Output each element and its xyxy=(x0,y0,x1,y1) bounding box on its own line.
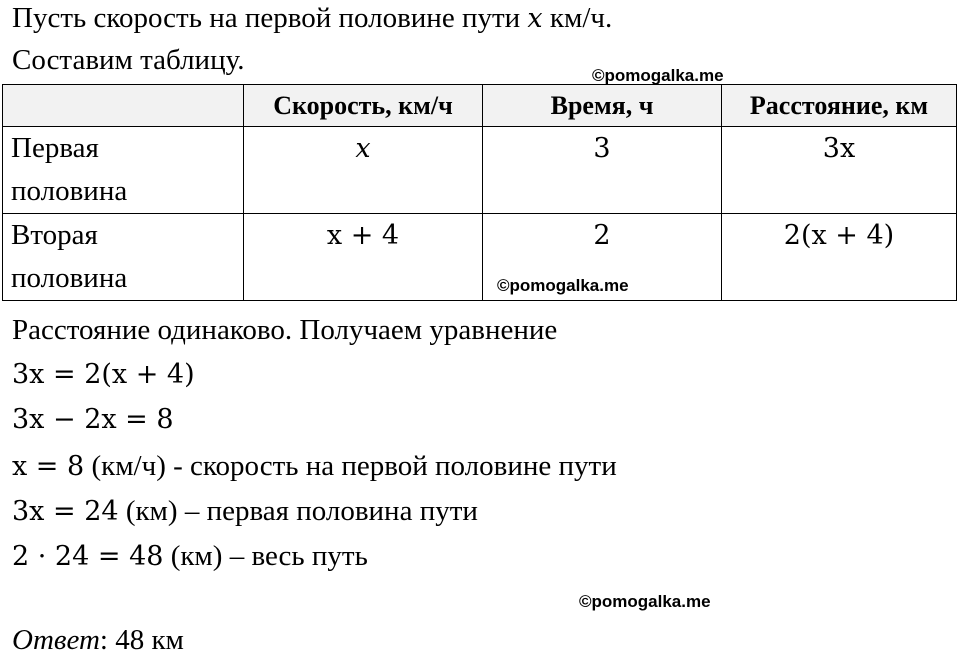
equation-3-math: x = 8 xyxy=(12,451,85,482)
equation-4-math: 3x = 24 xyxy=(12,496,119,527)
watermark-bottom: ©pomogalka.me xyxy=(579,592,711,611)
row-speed-value: x xyxy=(355,133,371,164)
answer-value: : 48 км xyxy=(99,624,184,656)
row-label xyxy=(3,214,244,301)
table-header-row xyxy=(3,85,957,127)
row-label-line1: Вторая xyxy=(11,219,98,251)
equation-1-math: 3x = 2(x + 4) xyxy=(12,359,195,390)
table-intro: Составим таблицу. xyxy=(12,44,245,76)
table-header-time: Время, ч xyxy=(483,85,722,127)
speed-table xyxy=(2,84,957,301)
intro-line xyxy=(12,0,612,37)
row-label-line1: Первая xyxy=(11,132,99,164)
row-label-line2: половина xyxy=(11,175,128,207)
watermark-table: ©pomogalka.me xyxy=(497,276,629,295)
table-header-empty xyxy=(3,85,244,127)
equation-2 xyxy=(12,401,174,438)
row-time-value: 3 xyxy=(593,133,611,164)
table-header-distance: Расстояние, км xyxy=(722,85,957,127)
row-distance-value: 3x xyxy=(822,133,856,164)
equation-4 xyxy=(12,493,478,530)
row-speed-value: x + 4 xyxy=(326,220,400,251)
row-distance-value: 2(x + 4) xyxy=(783,220,895,251)
table-row xyxy=(3,214,957,301)
row-speed xyxy=(244,127,483,214)
row-distance xyxy=(722,214,957,301)
equation-1 xyxy=(12,356,195,393)
row-time xyxy=(483,214,722,301)
equation-intro: Расстояние одинаково. Получаем уравнение xyxy=(12,314,558,346)
watermark-top: ©pomogalka.me xyxy=(592,66,724,85)
row-distance xyxy=(722,127,957,214)
equation-3-text: (км/ч) - скорость на первой половине пути xyxy=(84,450,617,482)
answer-label: Ответ xyxy=(12,624,100,656)
equation-4-text: (км) – первая половина пути xyxy=(118,495,478,527)
table-header-speed: Скорость, км/ч xyxy=(244,85,483,127)
equation-5-math: 2 · 24 = 48 xyxy=(12,541,164,572)
row-label-line2: половина xyxy=(11,262,128,294)
answer-line xyxy=(12,622,184,658)
equation-2-math: 3x − 2x = 8 xyxy=(12,404,174,435)
intro-variable: x xyxy=(527,3,543,34)
intro-suffix: км/ч. xyxy=(542,2,613,34)
table-row xyxy=(3,127,957,214)
equation-5 xyxy=(12,538,368,575)
equation-5-text: (км) – весь путь xyxy=(163,540,368,572)
row-time xyxy=(483,127,722,214)
intro-prefix: Пусть скорость на первой половине пути xyxy=(12,2,528,34)
row-label xyxy=(3,127,244,214)
equation-3 xyxy=(12,448,617,485)
row-time-value: 2 xyxy=(593,220,611,251)
row-speed xyxy=(244,214,483,301)
